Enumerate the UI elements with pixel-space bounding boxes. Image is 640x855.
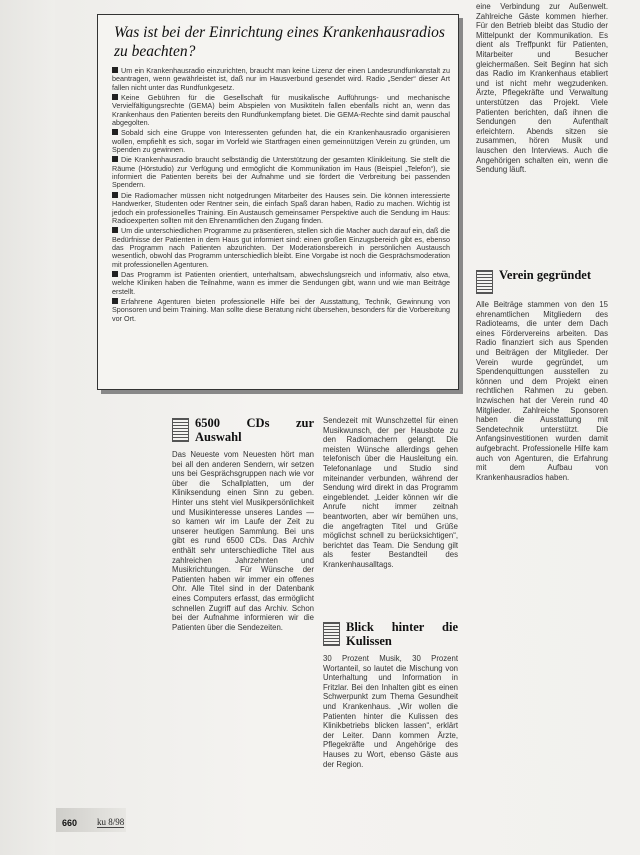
infobox-item: Die Krankenhausradio braucht selbständig die Unterstützung der gesamten Klinikleitung. Sie stellt die Räume (Hörstudio) zur Verfügung und ermöglicht die Kommunikation im Haus (Beispiel „Telefon“), sie informiert die Patienten bereits bei der Aufnahme und sie fördert die Verbreitung bei passenden Spendern.: [112, 155, 450, 190]
heading-kulissen: Blick hinter die Kulissen: [346, 620, 458, 648]
section-heading-kulissen: [323, 620, 458, 648]
bullet-icon: [112, 94, 118, 100]
column-right-top: [476, 2, 608, 252]
section-marker-icon: [476, 270, 493, 294]
body-text-kulissen: 30 Prozent Musik, 30 Prozent Wortanteil, so lautet die Mischung von Unterhaltung und Information in Fritzlar. Bei den Inhalten gibt es einen Schwerpunkt zum Thema Gesundheit und Krankenhaus. „Wir wollen die Patienten hinter die Kulissen des Klinikbetriebs blicken lassen“, erklärt der Leiter. Dann kommen Ärzte, Pflegekräfte und Angehörige des Hauses zu Wort, ebenso Gäste aus der Region.: [323, 654, 458, 769]
section-marker-icon: [172, 418, 189, 442]
bullet-icon: [112, 298, 118, 304]
infobox-item: Um die unterschiedlichen Programme zu präsentieren, stellen sich die Macher auch darauf ein, daß die Bedürfnisse der Patienten in dem Haus gut informiert sind: einen großen Einzugsbereich gibt es, ebenso das Programm nach Patienten abzurichten. Der Moderationsbereich in persönlichen Austausch wesentlich, obwohl das Programm unterschiedlich bleibt. Eine Vorgabe ist noch die Gesprächsmoderation mit professionellen Agenturen.: [112, 226, 450, 269]
column-verein: [476, 268, 608, 808]
column-kulissen: [323, 620, 458, 810]
infobox-item: Erfahrene Agenturen bieten professionelle Hilfe bei der Ausstattung, Technik, Gewinnung von Sponsoren und beim Training. Man sollte diese Beratung nicht übersehen, besonders für die Vorbereitung vor Ort.: [112, 296, 450, 323]
bullet-icon: [112, 227, 118, 233]
page-number: 660: [62, 818, 78, 828]
column-cds: [172, 416, 314, 806]
bullet-icon: [112, 129, 118, 135]
infobox-item: Um ein Krankenhausradio einzurichten, braucht man keine Lizenz der einen Landesrundfunkanstalt zu beantragen, wenn gewährleistet ist, daß nur im Hausverbund gesendet wird. Radio „Sender“ dieser Art fallen nicht unter das Rundfunkgesetz.: [112, 66, 450, 92]
bullet-icon: [112, 156, 118, 162]
infobox-title: Was ist bei der Einrichtung eines Krankenhausradios zu beachten?: [114, 24, 445, 60]
infobox-item: Keine Gebühren für die Gesellschaft für musikalische Aufführungs- und mechanische Vervielfältigungsrechte (GEMA) beim Abspielen von Musiktiteln fallen ebenfalls nicht an, wenn das Krankenhaus den Patienten bereits den Rundfunkempfang bietet. Die GEMA-Rechte sind damit pauschal abgegolten.: [112, 93, 450, 128]
section-heading-verein: [476, 268, 608, 294]
bullet-icon: [112, 67, 118, 73]
body-text-verein: Alle Beiträge stammen von den 15 ehrenamtlichen Mitgliedern des Radioteams, die unter dem Dach eines Fördervereins arbeiten. Das Radio finanziert sich aus Spenden und Beiträgen der Mitglieder. Der Verein wurde gegründet, um Spendenquittungen ausstellen zu können und dem Projekt einen rechtlichen Rahmen zu geben. Inzwischen hat der Verein rund 40 Mitglieder. Zahlreiche Sponsoren haben die Ausstattung mit Sendetechnik unterstützt. Die Anfangsinvestitionen wurden damit aufgebracht. Professionelle Hilfe kam auch von Agenturen, die Erfahrung mit dem Aufbau von Krankenhausradios haben.: [476, 300, 608, 482]
bullet-icon: [112, 192, 118, 198]
body-text-cds-continued: Sendezeit mit Wunschzettel für einen Musikwunsch, der per Hausbote zu den Radiomachern gelangt. Die meisten Wünsche allerdings gehen telefonisch über die Hausleitung ein. Telefonanlage und Studio sind miteinander verbunden, während der Sendung wird direkt in das Programm eingeblendet. „Leider können wir die Anrufe nicht immer zeitnah beantworten, aber wir bemühen uns, die angefragten Titel und Grüße möglichst schnell zu berücksichtigen“, berichtet das Team. Die Sendung gilt als fester Bestandteil des Krankenhausalltags.: [323, 416, 458, 569]
magazine-issue: ku 8/98: [97, 817, 125, 827]
heading-cds: 6500 CDs zur Auswahl: [195, 416, 314, 444]
scan-edge-shading: [0, 0, 55, 855]
infobox-item: Die Radiomacher müssen nicht notgedrungen Mitarbeiter des Hauses sein. Die können interessierte Handwerker, Studenten oder Rentner sein, die einfach Spaß daran haben, Radio zu machen. Wichtig ist jedoch ein professionelles Training. Ein Austausch gemeinsamer Perspektive auch die Sendung im Haus: Radioexperten sollten mit den Ehrenamtlichen den Zugang finden.: [112, 190, 450, 225]
infobox-item: Sobald sich eine Gruppe von Interessenten gefunden hat, die ein Krankenhausradio organisieren wollen, empfiehlt es sich, sogar im Vorfeld wie Startfragen einen gemeinnützigen Verein zu gründen, um Spenden zu gewinnen.: [112, 128, 450, 155]
heading-verein: Verein gegründet: [499, 268, 592, 282]
infobox-body: [112, 67, 450, 323]
section-heading-cds: [172, 416, 314, 444]
bullet-icon: [112, 271, 118, 277]
body-text-right-top: eine Verbindung zur Außenwelt. Zahlreiche Gäste kommen hierher. Für den Betrieb bleibt das Studio der Mittelpunkt der Kommunikation. Es dient als Treffpunkt für Patienten, Mitarbeiter und Besucher gleichermaßen. Seit Beginn hat sich das Radio im Krankenhaus etabliert und ist nicht mehr wegzudenken. Ärzte, Pflegekräfte und Verwaltung unterstützen das Projekt. Viele Patienten berichten, daß ihnen die Sendungen den Aufenthalt erleichtern. Abends sitzen sie zusammen, hören Musik und lauschen den Interviews. Auch die Angehörigen schalten ein, wenn die Sendung läuft.: [476, 2, 608, 175]
infobox-item: Das Programm ist Patienten orientiert, unterhaltsam, abwechslungsreich und informativ, also etwa, welche Kliniken haben die Teilnahme, wann es immer die Sendungen gibt, wann und wie man Beiträge erstellt.: [112, 269, 450, 296]
column-cds-continued: [323, 416, 458, 614]
section-marker-icon: [323, 622, 340, 646]
infobox: [97, 14, 459, 390]
body-text-cds: Das Neueste vom Neuesten hört man bei all den anderen Sendern, wir setzen uns bei Gesprächsgruppen nach wie vor über die Schallplatten, um der Kliniksendung einen Sinn zu geben. Hinter uns steht viel Musikpersönlichkeit und Musikinteresse unseres Landes — so kamen wir im Laufe der Zeit zu unserer heutigen Sammlung. Bei uns gibt es rund 6500 CDs. Das Archiv enthält sehr unterschiedliche Titel aus zahlreichen Jahrzehnten und Musikrichtungen. Für Wünsche der Patienten haben wir immer ein offenes Ohr. Alle Titel sind in der Datenbank eines Computers erfasst, das ermöglicht schnellen Zugriff auf das Archiv. Schon bei der Aufnahme informieren wir die Patienten über die Sendezeiten.: [172, 450, 314, 632]
